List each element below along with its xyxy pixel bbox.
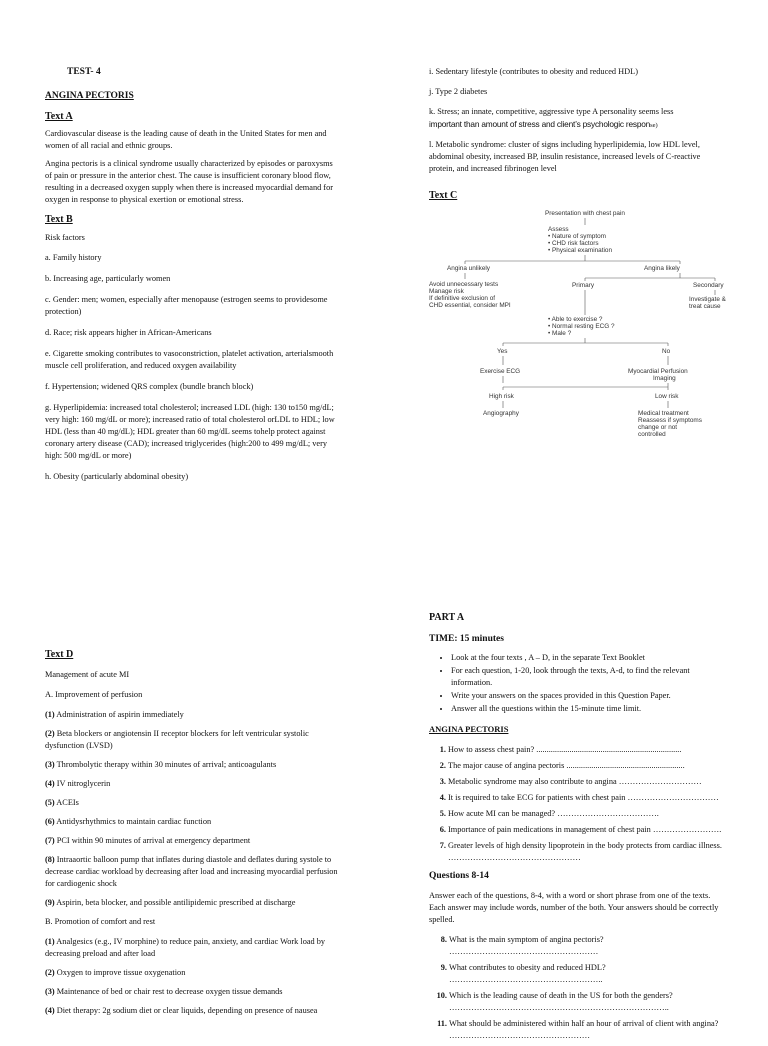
flow-assess: • CHD risk factors bbox=[548, 240, 599, 247]
management-item bbox=[45, 835, 341, 847]
flow-medical: Reassess if symptoms bbox=[638, 417, 702, 424]
flow-secondary-detail: treat cause bbox=[689, 303, 721, 310]
questions-1-7 bbox=[428, 744, 725, 864]
question-number: 5. bbox=[439, 808, 446, 818]
management-item-number: (3) bbox=[45, 986, 55, 996]
question-number: 6. bbox=[439, 824, 446, 834]
question-number: 8. bbox=[440, 934, 447, 944]
flow-high-risk: High risk bbox=[489, 393, 514, 400]
management-item-text: PCI within 90 minutes of arrival at emergency department bbox=[54, 835, 251, 845]
text-d-heading: Text D bbox=[45, 649, 74, 660]
question-text: It is required to take ECG for patients with chest pain …………………………… bbox=[448, 792, 719, 802]
question-text: How acute MI can be managed? ………………………………. bbox=[448, 808, 659, 818]
section-b-list bbox=[45, 936, 341, 1017]
management-item-text: Antidysrhythmics to maintain cardiac function bbox=[54, 816, 212, 826]
question-item bbox=[428, 824, 725, 836]
question-item bbox=[429, 1018, 725, 1042]
management-item-number: (6) bbox=[45, 816, 55, 826]
management-item-text: ACEIs bbox=[54, 797, 79, 807]
section-b-title: B. Promotion of comfort and rest bbox=[45, 916, 156, 926]
risk-factor-item: i. Sedentary lifestyle (contributes to obesity and reduced HDL) bbox=[429, 67, 638, 76]
risk-factor-item: b. Increasing age, particularly women bbox=[45, 273, 171, 283]
management-item-number: (4) bbox=[45, 1005, 55, 1015]
flow-secondary: Secondary bbox=[693, 282, 724, 289]
flow-unlikely-detail: Manage risk bbox=[429, 288, 464, 295]
question-item bbox=[428, 744, 725, 756]
text-a-paragraph-2: Angina pectoris is a clinical syndrome usually characterized by episodes or paroxysms of pain or pressure in the anterior chest. The cause is insufficient coronary blood flow, resulting in a decreased oxygen supply when there is increased myocardial demand for oxygen in response to physical exertion or emotional stress. bbox=[45, 159, 333, 205]
question-number: 11. bbox=[437, 1018, 447, 1028]
management-item-number: (9) bbox=[45, 897, 55, 907]
instruction-item: • For each question, 1-20, look through the texts, A-d, to find the relevant information. bbox=[451, 665, 725, 689]
question-number: 7. bbox=[439, 840, 446, 850]
risk-factor-item: g. Hyperlipidemia: increased total cholesterol; increased LDL (high: 130 to150 mg/dL; very high: 160 mg/dL or more); increased ratio of total cholesterol orLDL to HDL; low HDL (less than 40 mg/dL); HDL greater than 60 mg/dL seems tohelp protect against coronary artery disease (CAD); increased triglycerides (high:200 to 499 mg/dL; very high: 500 mg/dL or more) bbox=[45, 402, 335, 460]
question-text: Importance of pain medications in management of chest pain ……………………. bbox=[448, 824, 722, 834]
questions-8-14-intro: Answer each of the questions, 8-4, with a word or short phrase from one of the texts. Each answer may include words, number of the both. Your answers should be correctly spelled. bbox=[429, 890, 719, 924]
question-item bbox=[428, 792, 725, 804]
management-item-number: (2) bbox=[45, 967, 55, 977]
management-item-number: (3) bbox=[45, 759, 55, 769]
management-item bbox=[45, 759, 341, 771]
instruction-item: • Write your answers on the spaces provided in this Question Paper. bbox=[451, 690, 725, 702]
flow-yes: Yes bbox=[497, 348, 508, 355]
flow-question: • Male ? bbox=[548, 330, 572, 337]
question-item bbox=[429, 962, 725, 986]
text-a-paragraph-1: Cardiovascular disease is the leading cause of death in the United States for men and women of all racial and ethnic groups. bbox=[45, 129, 327, 151]
management-item-text: Administration of aspirin immediately bbox=[54, 709, 184, 719]
flow-medical: Medical treatment bbox=[638, 410, 689, 417]
question-item bbox=[429, 934, 725, 958]
risk-factor-k-line2-end: se) bbox=[650, 122, 658, 130]
question-text: What should be administered within half an hour of arrival of client with angina? …………………………………………… bbox=[449, 1018, 719, 1040]
risk-factor-item: j. Type 2 diabetes bbox=[429, 87, 488, 97]
instruction-item: • Look at the four texts , A – D, in the separate Text Booklet bbox=[451, 652, 725, 664]
risk-factor-k-line1: k. Stress; an innate, competitive, aggressive type A personality seems less bbox=[429, 107, 674, 117]
test-title: TEST- 4 bbox=[67, 67, 101, 77]
management-item bbox=[45, 967, 341, 979]
question-item bbox=[428, 808, 725, 820]
question-number: 2. bbox=[439, 760, 446, 770]
flow-assess: • Nature of symptom bbox=[548, 233, 606, 240]
management-item-number: (1) bbox=[45, 709, 55, 719]
risk-factor-item: d. Race; risk appears higher in African-Americans bbox=[45, 327, 212, 337]
text-d-title: Management of acute MI bbox=[45, 669, 130, 679]
flow-unlikely-detail: If definitive exclusion of bbox=[429, 295, 496, 302]
risk-factor-item bbox=[429, 106, 725, 131]
topic-heading: ANGINA PECTORIS bbox=[45, 90, 134, 101]
flow-secondary-detail: Investigate & bbox=[689, 296, 726, 303]
flow-question: • Normal resting ECG ? bbox=[548, 323, 615, 330]
question-number: 9. bbox=[440, 962, 447, 972]
management-item-text: Aspirin, beta blocker, and possible antilipidemic prescribed at discharge bbox=[54, 897, 296, 907]
management-item bbox=[45, 936, 341, 960]
management-item-number: (4) bbox=[45, 778, 55, 788]
question-text: What is the main symptom of angina pectoris? ……………………………………………… bbox=[449, 934, 604, 956]
text-c-heading: Text C bbox=[429, 190, 458, 202]
flow-angina-unlikely: Angina unlikely bbox=[447, 265, 490, 272]
question-number: 1. bbox=[439, 744, 446, 754]
question-item bbox=[428, 776, 725, 788]
left-top-column bbox=[45, 66, 341, 489]
management-item bbox=[45, 986, 341, 998]
instruction-item: • Answer all the questions within the 15-minute time limit. bbox=[451, 703, 725, 715]
flow-mpi: Imaging bbox=[653, 375, 676, 382]
questions-8-11 bbox=[429, 934, 725, 1042]
management-item-number: (8) bbox=[45, 854, 55, 864]
management-item-text: Oxygen to improve tissue oxygenation bbox=[54, 967, 186, 977]
flow-medical: controlled bbox=[638, 431, 666, 438]
flow-mpi: Myocardial Perfusion bbox=[628, 368, 688, 375]
question-text: What contributes to obesity and reduced HDL? ……………………………………………….. bbox=[449, 962, 606, 984]
flow-angina-likely: Angina likely bbox=[644, 265, 680, 272]
management-item bbox=[45, 797, 341, 809]
flow-unlikely-detail: CHD essential, consider MPI bbox=[429, 302, 511, 309]
text-d-column bbox=[45, 648, 341, 1024]
management-item bbox=[45, 1005, 341, 1017]
right-top-column bbox=[429, 66, 725, 204]
management-item-number: (7) bbox=[45, 835, 55, 845]
flow-unlikely-detail: Avoid unnecessary tests bbox=[429, 281, 499, 288]
management-item-text: Beta blockers or angiotensin II receptor blockers for left ventricular systolic dysfunction (LVSD) bbox=[45, 728, 309, 750]
text-b-subtitle: Risk factors bbox=[45, 232, 85, 242]
question-item bbox=[429, 990, 725, 1014]
text-b-heading: Text B bbox=[45, 214, 73, 226]
management-item-text: Maintenance of bed or chair rest to decrease oxygen tissue demands bbox=[54, 986, 283, 996]
question-number: 10. bbox=[436, 990, 447, 1000]
flow-low-risk: Low risk bbox=[655, 393, 679, 400]
management-item bbox=[45, 816, 341, 828]
question-number: 4. bbox=[439, 792, 446, 802]
management-item-text: Analgesics (e.g., IV morphine) to reduce pain, anxiety, and cardiac Work load by decreasing preload and after load bbox=[45, 936, 326, 958]
question-text: Greater levels of high density lipoprotein in the body protects from cardiac illness. ………………………………………… bbox=[448, 840, 722, 862]
flow-exercise-ecg: Exercise ECG bbox=[480, 368, 521, 375]
questions-topic: ANGINA PECTORIS bbox=[429, 724, 509, 735]
question-text: Metabolic syndrome may also contribute to angina ………………………… bbox=[448, 776, 702, 786]
management-item bbox=[45, 709, 341, 721]
part-a-column bbox=[429, 611, 725, 1046]
flow-assess: Assess bbox=[548, 226, 569, 233]
risk-factor-k-line2: important than amount of stress and client’s psychologic respon bbox=[429, 119, 651, 130]
text-a-heading: Text A bbox=[45, 110, 73, 122]
management-item bbox=[45, 728, 341, 752]
flow-question: • Able to exercise ? bbox=[548, 316, 603, 323]
chest-pain-flowchart bbox=[425, 205, 745, 455]
risk-factor-item: c. Gender: men; women, especially after menopause (estrogen seems to providesome protection) bbox=[45, 294, 328, 316]
flow-assess: • Physical examination bbox=[548, 247, 613, 254]
risk-factor-item: h. Obesity (particularly abdominal obesity) bbox=[45, 471, 189, 481]
flow-no: No bbox=[662, 348, 671, 355]
question-item bbox=[428, 840, 725, 864]
risk-factor-item: f. Hypertension; widened QRS complex (bundle branch block) bbox=[45, 381, 254, 391]
management-item bbox=[45, 854, 341, 890]
flow-primary: Primary bbox=[572, 282, 595, 289]
management-item-text: Thrombolytic therapy within 30 minutes of arrival; anticoagulants bbox=[54, 759, 277, 769]
management-item bbox=[45, 778, 341, 790]
question-number: 3. bbox=[439, 776, 446, 786]
risk-factor-item: l. Metabolic syndrome: cluster of signs including hyperlipidemia, low HDL level, abdominal obesity, increased BP, insulin resistance, increased levels of C-reactive protein, and increased fibrinogen level bbox=[429, 140, 701, 174]
management-item-number: (5) bbox=[45, 797, 55, 807]
management-item-text: IV nitroglycerin bbox=[54, 778, 111, 788]
risk-factor-item: a. Family history bbox=[45, 252, 102, 262]
question-text: The major cause of angina pectoris ......................................................... bbox=[448, 760, 685, 770]
flow-title: Presentation with chest pain bbox=[545, 210, 625, 217]
instructions-list bbox=[429, 652, 725, 715]
question-text: Which is the leading cause of death in the US for both the genders? …………………………………………………………………….. bbox=[449, 990, 673, 1012]
management-item bbox=[45, 897, 341, 909]
time-limit: TIME: 15 minutes bbox=[429, 633, 504, 644]
section-a-title: A. Improvement of perfusion bbox=[45, 689, 143, 699]
part-title: PART A bbox=[429, 612, 465, 623]
question-item bbox=[428, 760, 725, 772]
management-item-number: (2) bbox=[45, 728, 55, 738]
risk-factor-item: e. Cigarette smoking contributes to vasoconstriction, platelet activation, arterialsmooth muscle cell proliferation, and reduced oxygen availability bbox=[45, 348, 334, 370]
questions-8-14-heading: Questions 8-14 bbox=[429, 870, 489, 881]
management-item-text: Diet therapy: 2g sodium diet or clear liquids, depending on presence of nausea bbox=[54, 1005, 318, 1015]
flow-angiography: Angiography bbox=[483, 410, 519, 417]
management-item-number: (1) bbox=[45, 936, 55, 946]
management-item-text: Intraaortic balloon pump that inflates during diastole and deflates during systole to decrease cardiac workload by decreasing after load and increasing myocardial perfusion for cardiogenic shock bbox=[45, 854, 338, 888]
flow-medical: change or not bbox=[638, 424, 678, 431]
question-text: How to assess chest pain? ...................................................................... bbox=[448, 744, 682, 754]
section-a-list bbox=[45, 709, 341, 909]
